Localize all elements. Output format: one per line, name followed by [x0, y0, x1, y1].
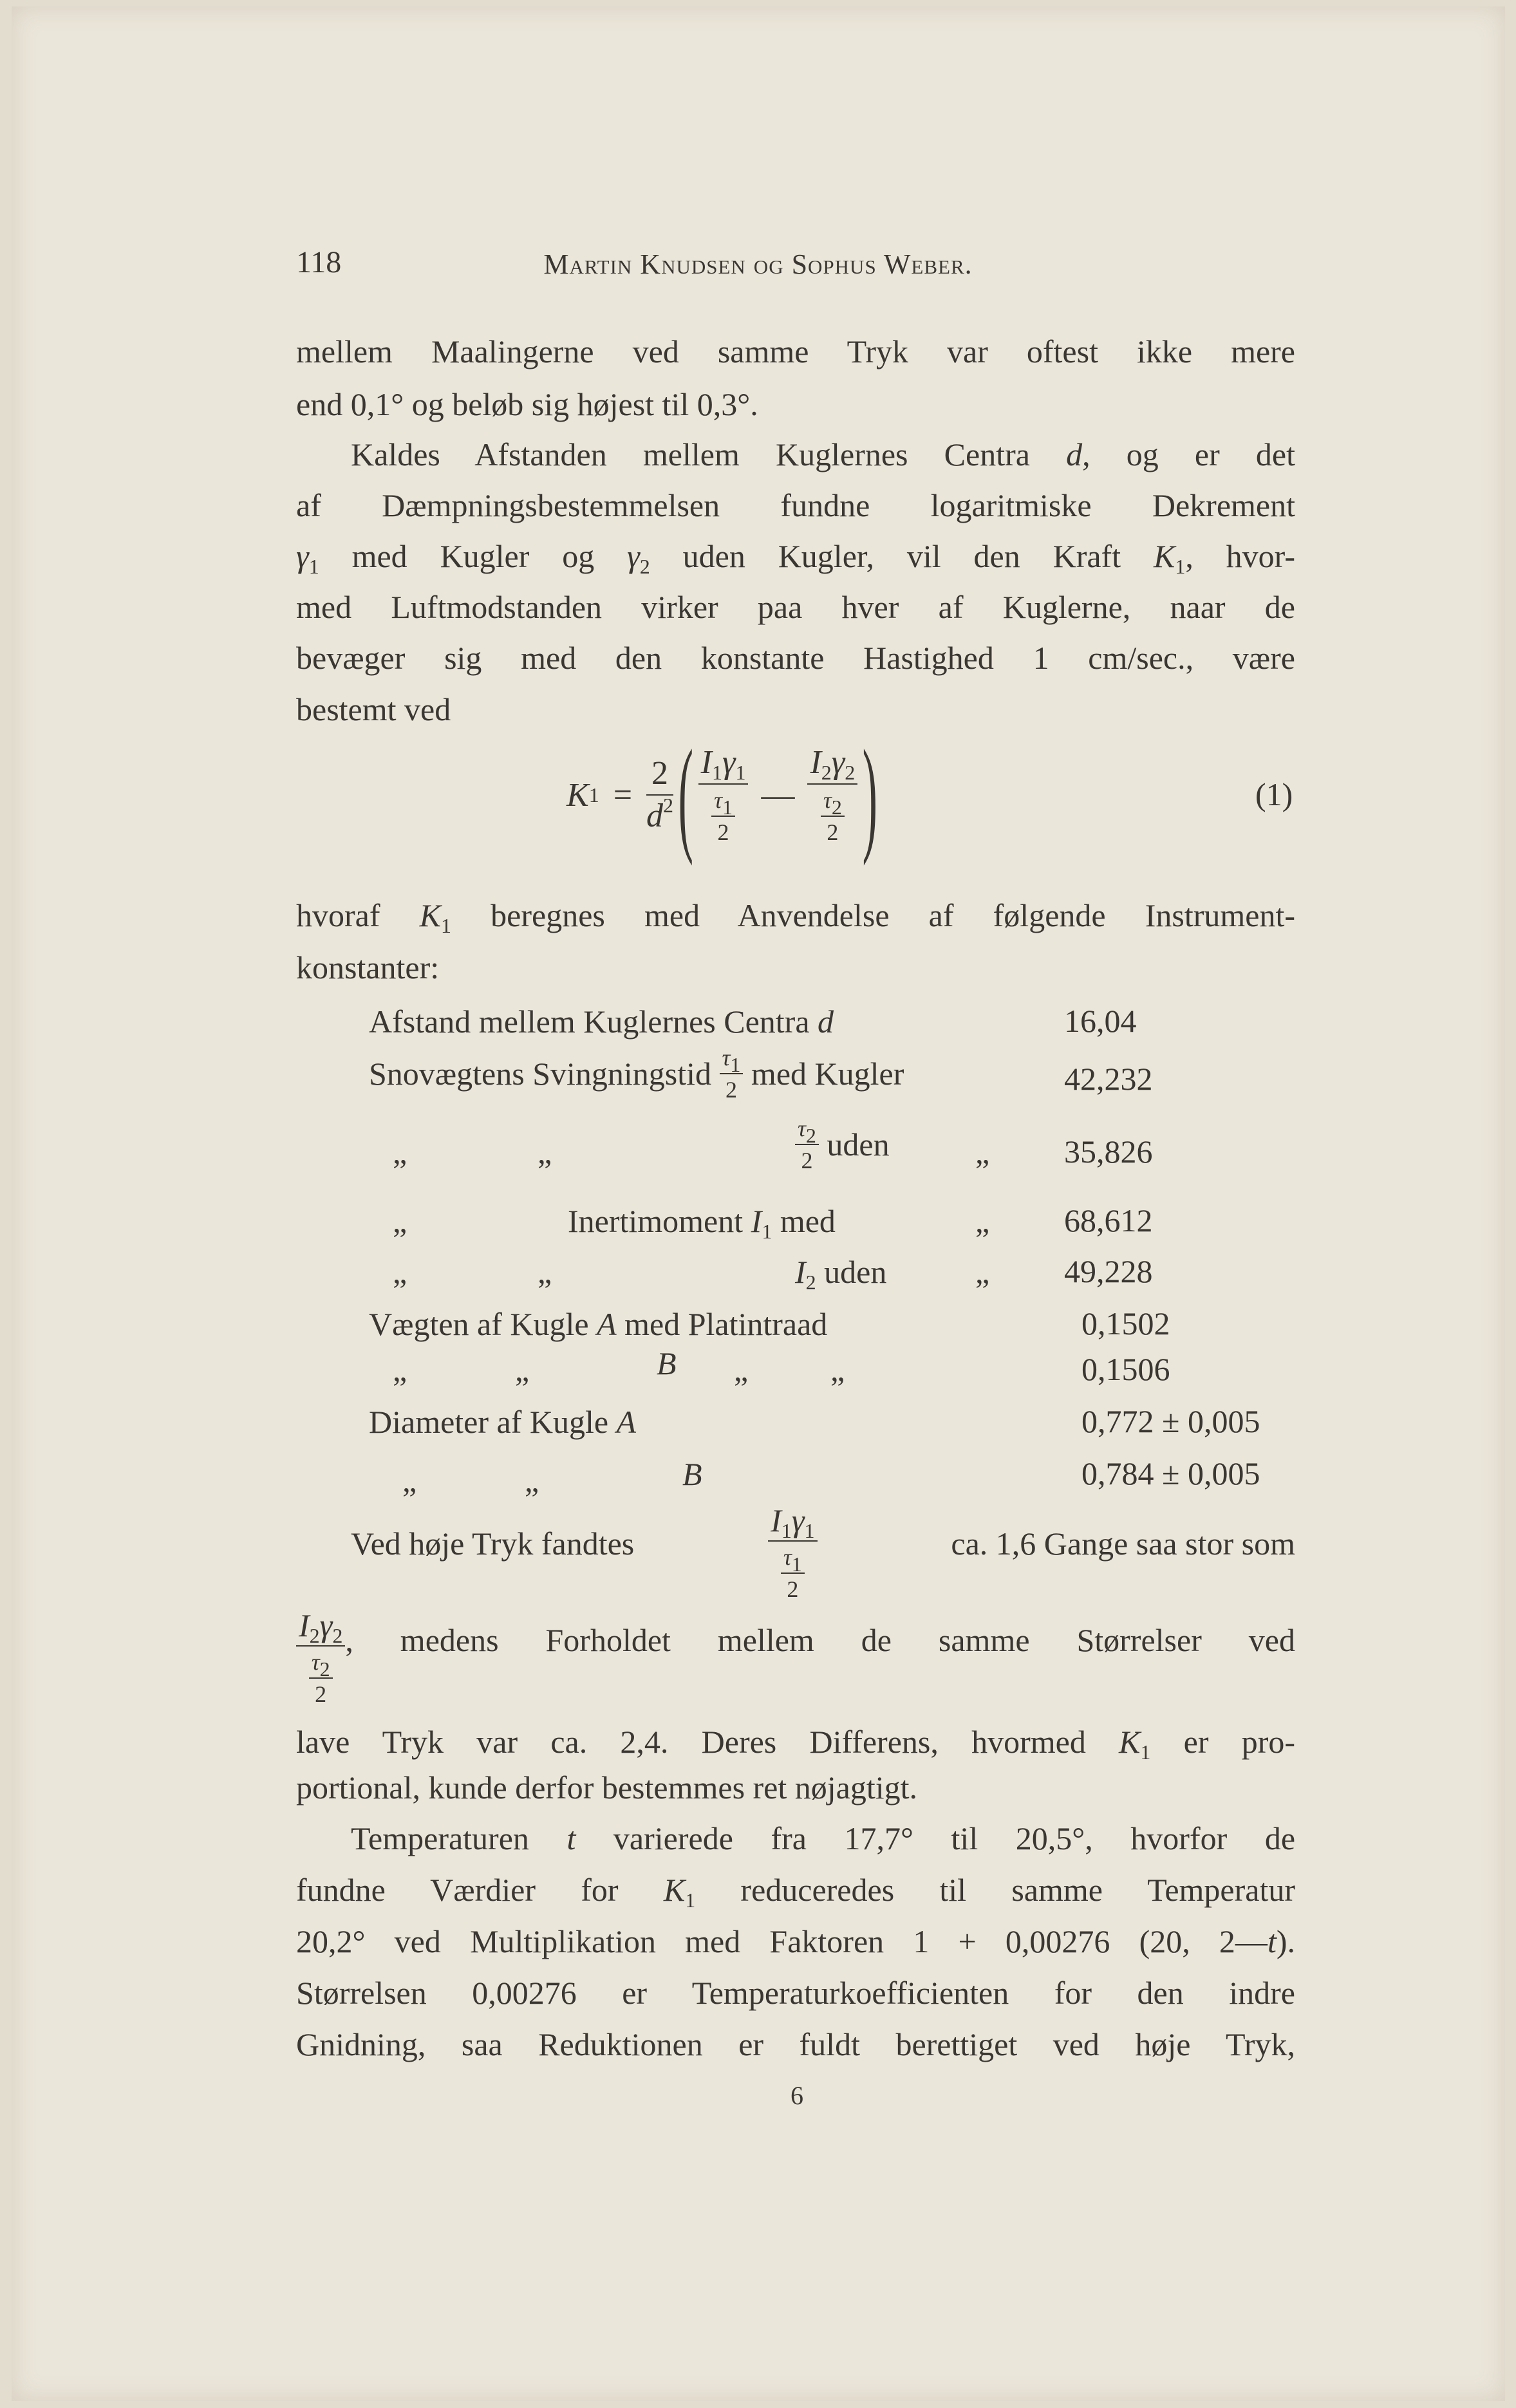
- text-line: $\gamma_1$ med Kugler og $\gamma_2$ uden Kugler, vil den Kraft $K_1$, hvor-: [296, 538, 1295, 578]
- text-line: bevæger sig med den konstante Hastighed 1 cm/sec., være: [296, 640, 1295, 676]
- constant-value: 49,228: [1064, 1253, 1153, 1289]
- ditto-mark: „: [538, 1134, 552, 1170]
- ditto-mark: „: [975, 1254, 990, 1290]
- text-line: bestemt ved: [296, 691, 451, 727]
- text-line: med Luftmodstanden virker paa hver af Kuglerne, naar de: [296, 589, 1295, 625]
- ditto-mark: „: [393, 1352, 407, 1388]
- ditto-mark: „: [515, 1352, 530, 1388]
- ditto-mark: „: [393, 1203, 407, 1239]
- ditto-mark: „: [402, 1462, 417, 1498]
- ditto-mark: „: [393, 1134, 407, 1170]
- text-line: Ved høje Tryk fandtes $\frac{I_1\gamma_1}{\frac{\tau_1}{2}}$ ca. 1,6 Gange saa stor som: [351, 1502, 1295, 1602]
- running-head: Martin Knudsen og Sophus Weber.: [543, 248, 973, 280]
- signature-mark: 6: [791, 2081, 803, 2110]
- constant-value: 16,04: [1064, 1003, 1137, 1039]
- constant-value: 0,1506: [1081, 1351, 1170, 1387]
- constant-value: 68,612: [1064, 1202, 1153, 1238]
- ditto-mark: „: [538, 1254, 552, 1290]
- text-line: $\frac{I_2\gamma_2}{\frac{\tau_2}{2}}$ , medens Forholdet mellem de samme Størrelser ved: [296, 1609, 1295, 1706]
- text-line: end 0,1° og beløb sig højest til 0,3°.: [296, 386, 758, 422]
- ditto-mark: „: [975, 1134, 990, 1170]
- text-line: 20,2° ved Multiplikation med Faktoren 1 + 0,00276 (20, 2—t).: [296, 1923, 1295, 1959]
- equation-1: K 1 = $\frac{2}{d^2}$ ( $\frac{I_1\gamma_1}{\frac{\tau_1}{2}}$ — $\frac{I_2\gamma_2}{\frac{\tau_2}{2}}$ ): [566, 723, 878, 866]
- constant-row: $\frac{\tau_2}{2}$ uden: [795, 1117, 890, 1172]
- constant-value: 42,232: [1064, 1061, 1153, 1097]
- constant-row: Snovægtens Svingningstid $\frac{\tau_1}{2}$ med Kugler: [369, 1045, 904, 1103]
- constant-row: B: [682, 1456, 702, 1492]
- constant-row: $I_2$ uden: [795, 1254, 887, 1294]
- text-line: Kaldes Afstanden mellem Kuglernes Centra d, og er det: [351, 436, 1295, 472]
- text-line: mellem Maalingerne ved samme Tryk var oftest ikke mere: [296, 333, 1295, 369]
- text-line: af Dæmpningsbestemmelsen fundne logaritmiske Dekrement: [296, 487, 1295, 523]
- text-line: Temperaturen t varierede fra 17,7° til 20,5°, hvorfor de: [351, 1820, 1296, 1856]
- constant-row: Afstand mellem Kuglernes Centra d: [369, 1003, 834, 1040]
- ditto-mark: „: [830, 1352, 845, 1388]
- text-line: Størrelsen 0,00276 er Temperaturkoefficienten for den indre: [296, 1975, 1295, 2011]
- text-line: lave Tryk var ca. 2,4. Deres Differens, hvormed $K_1$ er pro-: [296, 1724, 1296, 1764]
- text-line: fundne Værdier for $K_1$ reduceredes til samme Temperatur: [296, 1872, 1295, 1912]
- page-number: 118: [296, 245, 342, 279]
- constant-row: B: [657, 1345, 677, 1381]
- constant-value: 35,826: [1064, 1134, 1153, 1170]
- equation-number: (1): [1255, 776, 1293, 812]
- text-line: konstanter:: [296, 949, 440, 985]
- constant-value: 0,1502: [1081, 1305, 1170, 1341]
- ditto-mark: „: [734, 1352, 749, 1388]
- constant-row: Inertimoment $I_1$ med: [568, 1203, 836, 1243]
- ditto-mark: „: [525, 1462, 539, 1498]
- text-line: hvoraf $K_1$ beregnes med Anvendelse af følgende Instrument-: [296, 897, 1296, 937]
- text-line: portional, kunde derfor bestemmes ret nøjagtigt.: [296, 1769, 918, 1806]
- constant-row: Diameter af Kugle A: [369, 1404, 637, 1440]
- text-line: Gnidning, saa Reduktionen er fuldt berettiget ved høje Tryk,: [296, 2026, 1295, 2062]
- constant-value: 0,784 ± 0,005: [1081, 1455, 1260, 1491]
- constant-value: 0,772 ± 0,005: [1081, 1403, 1260, 1439]
- constant-row: Vægten af Kugle A med Platintraad: [369, 1306, 828, 1342]
- ditto-mark: „: [393, 1254, 407, 1290]
- ditto-mark: „: [975, 1203, 990, 1239]
